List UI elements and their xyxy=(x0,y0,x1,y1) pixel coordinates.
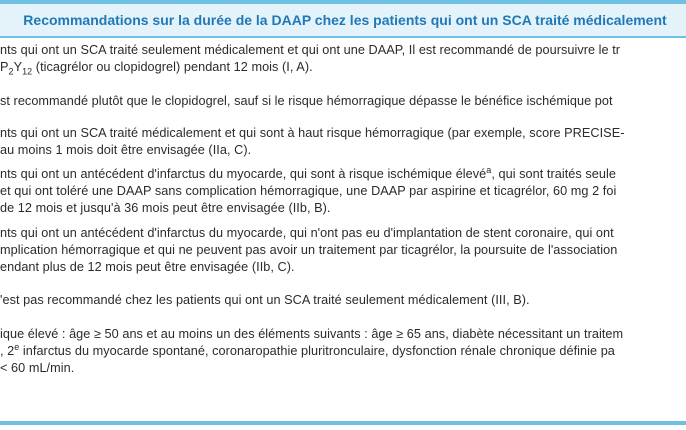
text-line: 'est pas recommandé chez les patients qui ont un SCA traité seulement médicalement (III, B). xyxy=(0,293,530,307)
text-line: < 60 mL/min. xyxy=(0,361,75,375)
recommendation-paragraph xyxy=(0,225,686,276)
recommendation-paragraph xyxy=(0,292,686,309)
header-title: Recommandations sur la durée de la DAAP chez les patients qui ont un SCA traité médicalement xyxy=(23,12,667,28)
text-line: st recommandé plutôt que le clopidogrel, sauf si le risque hémorragique dépasse le bénéfice ischémique pot xyxy=(0,94,613,108)
text-line: ique élevé : âge ≥ 50 ans et au moins un des éléments suivants : âge ≥ 65 ans, diabète nécessitant un traitem xyxy=(0,327,624,341)
text-line: $P_2Y_{12}$ (ticagrélor ou clopidogrel) pendant 12 mois (I, A). xyxy=(0,60,313,76)
text-line: de 12 mois et jusqu'à 36 mois peut être envisagée (IIb, B). xyxy=(0,201,331,215)
text-line: mplication hémorragique et qui ne peuvent pas avoir un traitement par ticagrélor, la poursuite de l'association xyxy=(0,243,618,257)
text-line: endant plus de 12 mois peut être envisagée (IIb, C). xyxy=(0,260,295,274)
recommendation-paragraph xyxy=(0,93,686,110)
text-line: , 2e infarctus du myocarde spontané, coronaropathie pluritronculaire, dysfonction rénale chronique définie pa xyxy=(0,343,615,358)
text-line: nts qui ont un SCA traité médicalement et qui sont à haut risque hémorragique (par exemple, score PRECISE- xyxy=(0,126,625,140)
recommendation-paragraph xyxy=(0,125,686,159)
bottom-border-rule xyxy=(0,421,686,425)
table-header xyxy=(0,4,686,38)
footnote-paragraph xyxy=(0,326,686,377)
text-line: nts qui ont un antécédent d'infarctus du myocarde, qui n'ont pas eu d'implantation de stent coronaire, qui ont xyxy=(0,226,614,240)
text-line: au moins 1 mois doit être envisagée (IIa, C). xyxy=(0,143,252,157)
text-line: et qui ont toléré une DAAP sans complication hémorragique, une DAAP par aspirine et ticagrélor, 60 mg 2 foi xyxy=(0,184,617,198)
text-line: nts qui ont un SCA traité seulement médicalement et qui ont une DAAP, Il est recommandé de poursuivre le tr xyxy=(0,43,621,57)
recommendation-paragraph xyxy=(0,42,686,76)
recommendation-paragraph xyxy=(0,166,686,217)
text-line: nts qui ont un antécédent d'infarctus du myocarde, qui sont à risque ischémique élevé$^a$, qui sont traités seule xyxy=(0,166,616,181)
